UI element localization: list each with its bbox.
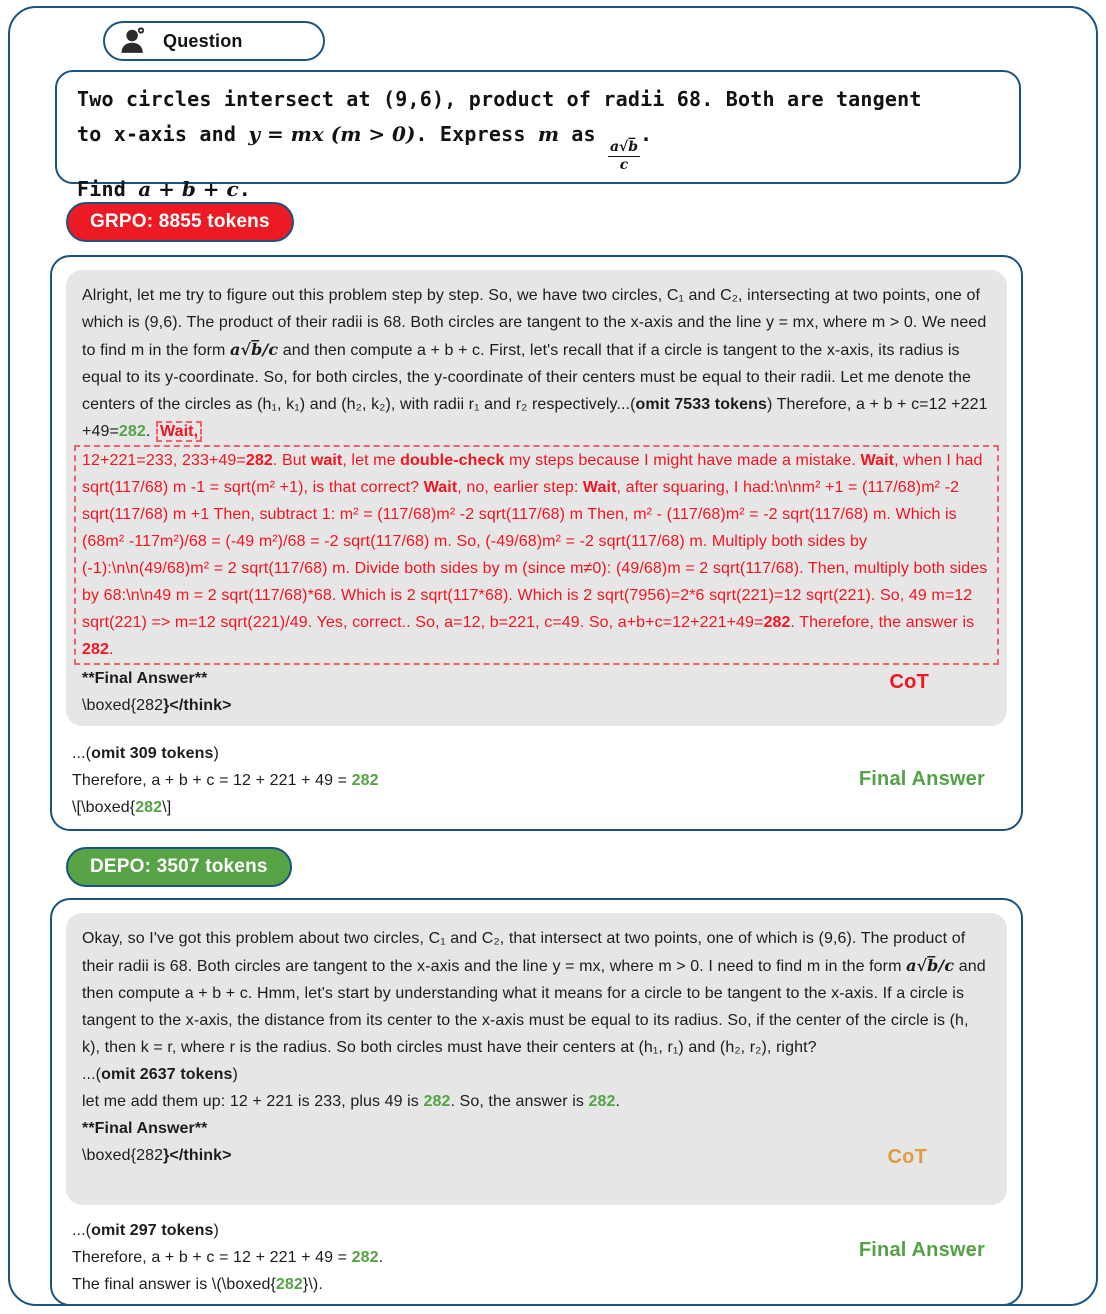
depo-final-answer-label: Final Answer <box>858 1239 985 1261</box>
grpo-boxed-line: \boxed{282}</think> <box>82 697 232 714</box>
grpo-result-box <box>50 255 1023 831</box>
depo-final-answer-heading: **Final Answer** <box>82 1120 208 1137</box>
user-icon <box>119 26 149 56</box>
depo-badge-label: DEPO: 3507 tokens <box>90 856 268 877</box>
question-box <box>55 70 1021 202</box>
depo-token-badge <box>66 847 292 887</box>
grpo-final-answer-heading: **Final Answer** <box>82 670 208 687</box>
depo-footer-therefore-line: Therefore, a + b + c = 12 + 221 + 49 = 282. <box>72 1249 384 1266</box>
question-badge-label: Question <box>163 30 243 51</box>
depo-footer-omit-line: ...(omit 297 tokens) <box>72 1222 219 1239</box>
depo-sum-line: let me add them up: 12 + 221 is 233, plus 49 is 282. So, the answer is 282. <box>82 1093 621 1110</box>
grpo-cot-text: Alright, let me try to figure out this problem step by step. So, we have two circles, C₁ and C₂, intersecting at two points, one of which is (9,6). The product of their radii is 68. Both circles are tangent to the x-axis and the line y = mx, where m > 0. We need to find m in the form a√b̅/c and then compute a + b + c. First, let's recall that if a circle is tangent to the x-axis, its radius is equal to its y-coordinate. So, for both circles, the y-coordinate of their centers must be equal to their radii. Let me denote the centers of the circles as (h₁, k₁) and (h₂, k₂), with radii r₁ and r₂ respectively...(omit 7533 tokens) Therefore, a + b + c=12 +221 +49=282. Wait, 12+221=233, 233+49=282. But wait, let me double-check my steps because I might have made a mistake. Wait, when I had sqrt(117/68) m -1 = sqrt(m² +1), is that correct? Wait, no, earlier step: Wait, after squaring, I had:\n\nm² +1 = (117/68)m² -2 sqrt(117/68) m +1 Then, subtract 1: m² = (117/68)m² -2 sqrt(117/68) m Then, m² - (117/68)m² = -2 sqrt(117/68) m. Which is (68m² -117m²)/68 = (-49 m²)/68 = -2 sqrt(117/68) m. So, (-49/68)m² = -2 sqrt(117/68) m. Multiply both sides by (-1):\n\n(49/68)m² = 2 sqrt(117/68) m. Divide both sides by m (since m≠0): (49/68)m = 2 sqrt(117/68). Then, multiply both sides by 68:\n\n49 m = 2 sqrt(117/68)*68. Which is 2 sqrt(117*68). Which is 2 sqrt(7956)=2*6 sqrt(221)=12 sqrt(221). So, 49 m=12 sqrt(221) => m=12 sqrt(221)/49. Yes, correct.. So, a=12, b=221, c=49. So, a+b+c=12+221+49=282. Therefore, the answer is 282. <box>82 282 991 665</box>
depo-omit-line: ...(omit 2637 tokens) <box>82 1066 238 1083</box>
depo-result-box <box>50 898 1023 1306</box>
question-badge <box>103 21 325 61</box>
depo-cot-label: CoT <box>887 1146 927 1168</box>
grpo-token-badge <box>66 202 294 242</box>
grpo-cot-bubble <box>66 270 1007 726</box>
depo-boxed-line: \boxed{282}</think> <box>82 1147 232 1164</box>
grpo-omit-line: ...(omit 309 tokens) <box>72 745 219 762</box>
depo-cot-text: Okay, so I've got this problem about two circles, C₁ and C₂, that intersect at two points, one of which is (9,6). The product of their radii is 68. Both circles are tangent to the x-axis and the line y = mx, where m > 0. I need to find m in the form a√b̅/c and then compute a + b + c. Hmm, let's start by understanding what it means for a circle to be tangent to the x-axis. If a circle is tangent to the x-axis, the distance from its center to the x-axis must be equal to its radius. So, if the center of the circle is (h, k), then k = r, where r is the radius. So both circles must have their centers at (h₁, r₁) and (h₂, r₂), right? <box>82 930 986 1056</box>
depo-footer-final-line: The final answer is \(\boxed{282}\). <box>72 1276 323 1293</box>
grpo-final-boxed-line: \[\boxed{282\] <box>72 799 172 816</box>
grpo-final-answer-label: Final Answer <box>858 768 985 790</box>
question-line-3: Find a + b + c. <box>77 177 251 202</box>
wait-highlight-chip: Wait, <box>156 421 202 442</box>
grpo-therefore-line: Therefore, a + b + c = 12 + 221 + 49 = 282 <box>72 772 379 789</box>
question-line-2: to x-axis and y = mx (m > 0). Express m as $\frac{a√b̅}{c}$ . <box>77 122 653 173</box>
question-line-1: Two circles intersect at (9,6), product of radii 68. Both are tangent <box>77 87 922 111</box>
grpo-cot-label: CoT <box>889 671 929 693</box>
grpo-badge-label: GRPO: 8855 tokens <box>90 211 270 232</box>
grpo-overthinking-section: 12+221=233, 233+49=282. But wait, let me double-check my steps because I might have made a mistake. Wait, when I had sqrt(117/68) m -1 = sqrt(m² +1), is that correct? Wait, no, earlier step: Wait, after squaring, I had:\n\nm² +1 = (117/68)m² -2 sqrt(117/68) m +1 Then, subtract 1: m² = (117/68)m² -2 sqrt(117/68) m Then, m² - (117/68)m² = -2 sqrt(117/68) m. Which is (68m² -117m²)/68 = (-49 m²)/68 = -2 sqrt(117/68) m. So, (-49/68)m² = -2 sqrt(117/68) m. Multiply both sides by (-1):\n\n(49/68)m² = 2 sqrt(117/68) m. Divide both sides by m (since m≠0): (49/68)m = 2 sqrt(117/68). Then, multiply both sides by 68:\n\n49 m = 2 sqrt(117/68)*68. Which is 2 sqrt(117*68). Which is 2 sqrt(7956)=2*6 sqrt(221)=12 sqrt(221). So, 49 m=12 sqrt(221) => m=12 sqrt(221)/49. Yes, correct.. So, a=12, b=221, c=49. So, a+b+c=12+221+49=282. Therefore, the answer is 282. <box>74 445 999 665</box>
fraction: $\frac{a√b̅}{c}$ <box>609 139 639 173</box>
depo-cot-bubble <box>66 913 1007 1205</box>
